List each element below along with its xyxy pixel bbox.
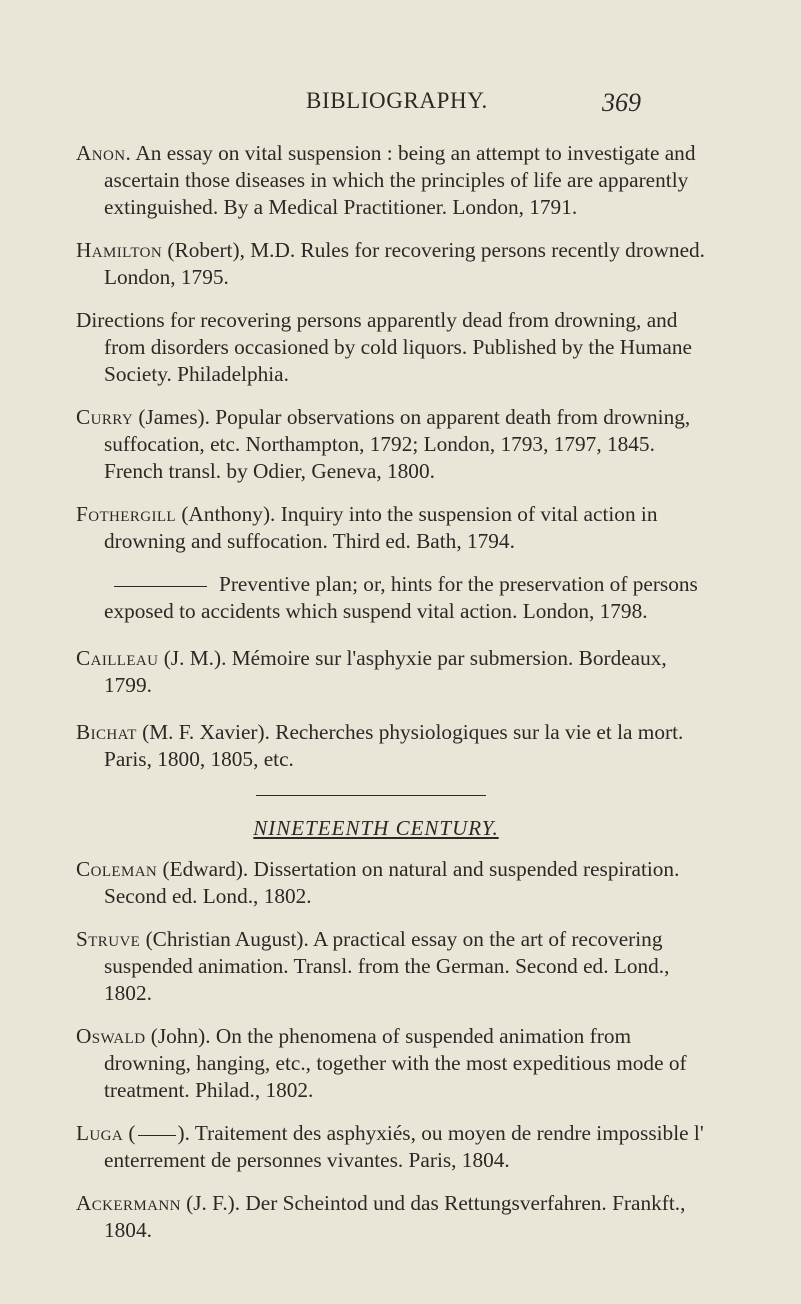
entry-author: Struve (76, 927, 141, 951)
entry-author: Hamilton (76, 238, 163, 262)
entry-text: (Anthony). Inquiry into the suspension of vital action in drowning and suffocation. Third ed. Bath, 1794. (104, 502, 658, 553)
entry-author: Anon. (76, 141, 132, 165)
entry-text: (M. F. Xavier). Recherches physiologiques sur la vie et la mort. Paris, 1800, 1805, etc. (104, 720, 684, 771)
entry-text: Directions for recovering persons apparently dead from drowning, and from disorders occasioned by cold liquors. Published by the Humane Society. Philadelphia. (76, 308, 692, 386)
bibliography-entry-coleman (76, 856, 716, 910)
page-number: 369 (602, 88, 641, 117)
bibliography-entry-directions (76, 307, 716, 388)
entry-text: An essay on vital suspension : being an attempt to investigate and ascertain those diseases in which the principles of life are apparently extinguished. By a Medical Practitioner. London, 1791. (104, 141, 696, 219)
entry-text: (J. M.). Mémoire sur l'asphyxie par submersion. Bordeaux, 1799. (104, 646, 667, 697)
bibliography-list (76, 140, 716, 1244)
entry-text: (Edward). Dissertation on natural and suspended respiration. Second ed. Lond., 1802. (104, 857, 680, 908)
entry-text: (Robert), M.D. Rules for recovering persons recently drowned. London, 1795. (104, 238, 706, 289)
bibliography-entry-curry (76, 404, 716, 485)
entry-text: (John). On the phenomena of suspended animation from drowning, hanging, etc., together with the most expeditious mode of treatment. Philad., 1802. (104, 1024, 687, 1102)
entry-author: Ackermann (76, 1191, 181, 1215)
divider-rule (256, 795, 486, 796)
section-heading: NINETEENTH CENTURY. (253, 816, 499, 840)
entry-text: (J. F.). Der Scheintod und das Rettungsverfahren. Frankft., 1804. (104, 1191, 686, 1242)
bibliography-entry-luga (76, 1120, 716, 1174)
running-title: BIBLIOGRAPHY. (306, 88, 488, 113)
entry-text: (James). Popular observations on apparent death from drowning, suffocation, etc. Northampton, 1792; London, 1793, 1797, 1845. French transl. by Odier, Geneva, 1800. (104, 405, 691, 483)
entry-text: Preventive plan; or, hints for the preservation of persons exposed to accidents which suspend vital action. London, 1798. (104, 572, 698, 623)
bibliography-entry-ackermann (76, 1190, 716, 1244)
blank-dash (138, 1135, 176, 1136)
entry-text-open: ( (123, 1121, 136, 1145)
bibliography-entry-struve (76, 926, 716, 1007)
page-header (0, 88, 801, 118)
entry-text: ). Traitement des asphyxiés, ou moyen de rendre impossible l' enterrement de personnes vivantes. Paris, 1804. (104, 1121, 704, 1172)
bibliography-entry-bichat (76, 719, 716, 773)
bibliography-entry-fothergill (76, 501, 716, 555)
entry-author: Oswald (76, 1024, 146, 1048)
bibliography-entry-hamilton (76, 237, 716, 291)
entry-author: Coleman (76, 857, 158, 881)
section-divider (76, 773, 716, 815)
entry-author: Fothergill (76, 502, 176, 526)
entry-text: (Christian August). A practical essay on the art of recovering suspended animation. Transl. from the German. Second ed. Lond., 1802. (104, 927, 670, 1005)
bibliography-entry-anon (76, 140, 716, 221)
bibliography-entry-oswald (76, 1023, 716, 1104)
bibliography-entry-cailleau (76, 645, 716, 699)
entry-author: Luga (76, 1121, 124, 1145)
ditto-dash (114, 586, 207, 587)
entry-author: Curry (76, 405, 134, 429)
entry-author: Cailleau (76, 646, 159, 670)
bibliography-entry-fothergill-ditto (76, 571, 716, 625)
entry-author: Bichat (76, 720, 137, 744)
